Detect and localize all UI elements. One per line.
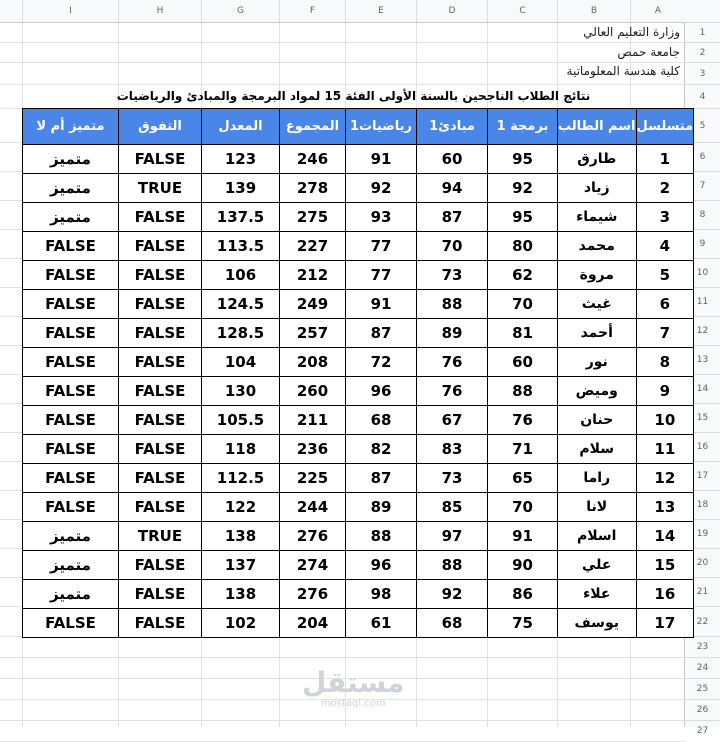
- distinguished-cell[interactable]: FALSE: [23, 464, 119, 493]
- serial-cell[interactable]: 2: [636, 174, 694, 203]
- excellence-cell[interactable]: FALSE: [119, 435, 202, 464]
- serial-cell[interactable]: 9: [636, 377, 694, 406]
- column-header-bar: [0, 0, 720, 23]
- principles-cell[interactable]: 92: [417, 580, 488, 609]
- name-cell[interactable]: نور: [558, 348, 637, 377]
- excellence-cell[interactable]: TRUE: [119, 174, 202, 203]
- header-serial[interactable]: متسلسل: [636, 109, 694, 145]
- row-header[interactable]: 16: [685, 432, 720, 461]
- ministry-text: وزارة التعليم العالي: [583, 25, 680, 39]
- table-row: [23, 145, 694, 174]
- table-row: [23, 493, 694, 522]
- principles-cell[interactable]: 89: [417, 319, 488, 348]
- serial-cell[interactable]: 10: [636, 406, 694, 435]
- table-row: [23, 290, 694, 319]
- math-cell[interactable]: 88: [346, 522, 417, 551]
- serial-cell[interactable]: 13: [636, 493, 694, 522]
- serial-cell[interactable]: 6: [636, 290, 694, 319]
- average-cell[interactable]: 124.5: [202, 290, 280, 319]
- university-text: جامعة حمص: [617, 45, 680, 59]
- name-cell[interactable]: اسلام: [558, 522, 637, 551]
- math-cell[interactable]: 61: [346, 609, 417, 638]
- programming-cell[interactable]: 81: [488, 319, 558, 348]
- distinguished-cell[interactable]: متميز: [23, 203, 119, 232]
- principles-cell[interactable]: 76: [417, 377, 488, 406]
- grid-line: [0, 720, 685, 721]
- serial-cell[interactable]: 7: [636, 319, 694, 348]
- average-cell[interactable]: 122: [202, 493, 280, 522]
- math-cell[interactable]: 96: [346, 377, 417, 406]
- row-header[interactable]: 17: [685, 461, 720, 490]
- header-student-name[interactable]: اسم الطالب: [558, 109, 637, 145]
- principles-cell[interactable]: 67: [417, 406, 488, 435]
- row-header[interactable]: 19: [685, 519, 720, 548]
- principles-cell[interactable]: 73: [417, 464, 488, 493]
- table-row: [23, 319, 694, 348]
- row-header[interactable]: 25: [685, 678, 720, 699]
- row-header[interactable]: 22: [685, 606, 720, 636]
- serial-cell[interactable]: 5: [636, 261, 694, 290]
- row-header[interactable]: 7: [685, 171, 720, 200]
- serial-cell[interactable]: 12: [636, 464, 694, 493]
- header-math[interactable]: رياضيات1: [346, 109, 417, 145]
- header-total[interactable]: المجموع: [280, 109, 346, 145]
- name-cell[interactable]: لانا: [558, 493, 637, 522]
- average-cell[interactable]: 138: [202, 522, 280, 551]
- row-header[interactable]: 15: [685, 403, 720, 432]
- row-header[interactable]: 8: [685, 200, 720, 229]
- header-average[interactable]: المعدل: [202, 109, 280, 145]
- total-cell[interactable]: 225: [280, 464, 346, 493]
- table-row: [23, 464, 694, 493]
- principles-cell[interactable]: 97: [417, 522, 488, 551]
- header-distinguished[interactable]: متميز أم لا: [23, 109, 119, 145]
- header-principles[interactable]: مبادئ1: [417, 109, 488, 145]
- row-header[interactable]: 6: [685, 142, 720, 171]
- column-header-c[interactable]: C: [487, 0, 557, 22]
- total-cell[interactable]: 212: [280, 261, 346, 290]
- distinguished-cell[interactable]: متميز: [23, 174, 119, 203]
- row-header[interactable]: 24: [685, 657, 720, 678]
- programming-cell[interactable]: 95: [488, 203, 558, 232]
- average-cell[interactable]: 105.5: [202, 406, 280, 435]
- excellence-cell[interactable]: FALSE: [119, 232, 202, 261]
- table-row: [23, 609, 694, 638]
- row-header[interactable]: 27: [685, 720, 720, 741]
- row-header[interactable]: 5: [685, 108, 720, 142]
- grid-line: [0, 62, 685, 63]
- excellence-cell[interactable]: FALSE: [119, 319, 202, 348]
- average-cell[interactable]: 112.5: [202, 464, 280, 493]
- math-cell[interactable]: 89: [346, 493, 417, 522]
- row-header[interactable]: 12: [685, 316, 720, 345]
- distinguished-cell[interactable]: FALSE: [23, 232, 119, 261]
- math-cell[interactable]: 77: [346, 232, 417, 261]
- serial-cell[interactable]: 1: [636, 145, 694, 174]
- principles-cell[interactable]: 94: [417, 174, 488, 203]
- principles-cell[interactable]: 68: [417, 609, 488, 638]
- principles-cell[interactable]: 70: [417, 232, 488, 261]
- total-cell[interactable]: 227: [280, 232, 346, 261]
- average-cell[interactable]: 118: [202, 435, 280, 464]
- row-header[interactable]: 23: [685, 636, 720, 657]
- math-cell[interactable]: 91: [346, 290, 417, 319]
- row-header[interactable]: 10: [685, 258, 720, 287]
- math-cell[interactable]: 77: [346, 261, 417, 290]
- distinguished-cell[interactable]: FALSE: [23, 377, 119, 406]
- total-cell[interactable]: 275: [280, 203, 346, 232]
- programming-cell[interactable]: 92: [488, 174, 558, 203]
- distinguished-cell[interactable]: FALSE: [23, 261, 119, 290]
- principles-cell[interactable]: 76: [417, 348, 488, 377]
- column-header-b[interactable]: B: [557, 0, 630, 22]
- distinguished-cell[interactable]: FALSE: [23, 435, 119, 464]
- programming-cell[interactable]: 76: [488, 406, 558, 435]
- watermark-logo-text: مستقل: [302, 666, 405, 699]
- table-row: [23, 261, 694, 290]
- math-cell[interactable]: 92: [346, 174, 417, 203]
- name-cell[interactable]: زياد: [558, 174, 637, 203]
- excellence-cell[interactable]: FALSE: [119, 609, 202, 638]
- average-cell[interactable]: 137: [202, 551, 280, 580]
- column-header-a[interactable]: A: [630, 0, 685, 22]
- average-cell[interactable]: 139: [202, 174, 280, 203]
- name-cell[interactable]: مروة: [558, 261, 637, 290]
- excellence-cell[interactable]: FALSE: [119, 377, 202, 406]
- average-cell[interactable]: 138: [202, 580, 280, 609]
- total-cell[interactable]: 244: [280, 493, 346, 522]
- programming-cell[interactable]: 75: [488, 609, 558, 638]
- programming-cell[interactable]: 80: [488, 232, 558, 261]
- name-cell[interactable]: سلام: [558, 435, 637, 464]
- row-header[interactable]: 14: [685, 374, 720, 403]
- distinguished-cell[interactable]: متميز: [23, 522, 119, 551]
- serial-cell[interactable]: 4: [636, 232, 694, 261]
- table-row: [23, 232, 694, 261]
- table-title: نتائج الطلاب الناجحين بالسنة الأولى الفئة 15 لمواد البرمجة والمبادئ والرياضيات: [116, 89, 591, 103]
- total-cell[interactable]: 276: [280, 522, 346, 551]
- name-cell[interactable]: علي: [558, 551, 637, 580]
- table-row: [23, 377, 694, 406]
- name-cell[interactable]: علاء: [558, 580, 637, 609]
- excellence-cell[interactable]: FALSE: [119, 290, 202, 319]
- excellence-cell[interactable]: FALSE: [119, 406, 202, 435]
- distinguished-cell[interactable]: FALSE: [23, 493, 119, 522]
- table-row: [23, 522, 694, 551]
- column-header-h[interactable]: H: [118, 0, 201, 22]
- average-cell[interactable]: 102: [202, 609, 280, 638]
- column-header-g[interactable]: G: [201, 0, 279, 22]
- principles-cell[interactable]: 83: [417, 435, 488, 464]
- total-cell[interactable]: 208: [280, 348, 346, 377]
- serial-cell[interactable]: 14: [636, 522, 694, 551]
- table-row: [23, 174, 694, 203]
- name-cell[interactable]: طارق: [558, 145, 637, 174]
- average-cell[interactable]: 123: [202, 145, 280, 174]
- distinguished-cell[interactable]: متميز: [23, 145, 119, 174]
- distinguished-cell[interactable]: FALSE: [23, 609, 119, 638]
- watermark-url: mostaql.com: [320, 698, 386, 709]
- excellence-cell[interactable]: TRUE: [119, 522, 202, 551]
- row-header[interactable]: 2: [685, 42, 720, 62]
- table-row: [23, 348, 694, 377]
- average-cell[interactable]: 106: [202, 261, 280, 290]
- row-header[interactable]: 11: [685, 287, 720, 316]
- column-header-d[interactable]: D: [416, 0, 487, 22]
- principles-cell[interactable]: 73: [417, 261, 488, 290]
- math-cell[interactable]: 87: [346, 464, 417, 493]
- row-header[interactable]: 26: [685, 699, 720, 720]
- name-cell[interactable]: حنان: [558, 406, 637, 435]
- math-cell[interactable]: 98: [346, 580, 417, 609]
- math-cell[interactable]: 68: [346, 406, 417, 435]
- total-cell[interactable]: 278: [280, 174, 346, 203]
- name-cell[interactable]: وميض: [558, 377, 637, 406]
- programming-cell[interactable]: 60: [488, 348, 558, 377]
- header-programming[interactable]: برمجة 1: [488, 109, 558, 145]
- serial-cell[interactable]: 17: [636, 609, 694, 638]
- distinguished-cell[interactable]: FALSE: [23, 290, 119, 319]
- principles-cell[interactable]: 88: [417, 551, 488, 580]
- total-cell[interactable]: 249: [280, 290, 346, 319]
- distinguished-cell[interactable]: متميز: [23, 580, 119, 609]
- distinguished-cell[interactable]: FALSE: [23, 406, 119, 435]
- row-header[interactable]: 18: [685, 490, 720, 519]
- average-cell[interactable]: 104: [202, 348, 280, 377]
- row-header[interactable]: 3: [685, 62, 720, 84]
- programming-cell[interactable]: 70: [488, 493, 558, 522]
- name-cell[interactable]: محمد: [558, 232, 637, 261]
- grid-line: [0, 657, 685, 658]
- programming-cell[interactable]: 70: [488, 290, 558, 319]
- average-cell[interactable]: 128.5: [202, 319, 280, 348]
- math-cell[interactable]: 87: [346, 319, 417, 348]
- serial-cell[interactable]: 15: [636, 551, 694, 580]
- name-cell[interactable]: شيماء: [558, 203, 637, 232]
- results-table: [22, 108, 694, 638]
- programming-cell[interactable]: 91: [488, 522, 558, 551]
- principles-cell[interactable]: 88: [417, 290, 488, 319]
- name-cell[interactable]: أحمد: [558, 319, 637, 348]
- grid-line: [0, 42, 685, 43]
- table-header-row: [23, 109, 694, 145]
- distinguished-cell[interactable]: متميز: [23, 551, 119, 580]
- math-cell[interactable]: 91: [346, 145, 417, 174]
- table-row: [23, 406, 694, 435]
- serial-cell[interactable]: 3: [636, 203, 694, 232]
- excellence-cell[interactable]: FALSE: [119, 145, 202, 174]
- total-cell[interactable]: 257: [280, 319, 346, 348]
- column-header-e[interactable]: E: [345, 0, 416, 22]
- programming-cell[interactable]: 86: [488, 580, 558, 609]
- average-cell[interactable]: 130: [202, 377, 280, 406]
- average-cell[interactable]: 137.5: [202, 203, 280, 232]
- excellence-cell[interactable]: FALSE: [119, 580, 202, 609]
- excellence-cell[interactable]: FALSE: [119, 464, 202, 493]
- column-header-i[interactable]: I: [22, 0, 118, 22]
- row-header[interactable]: 4: [685, 84, 720, 108]
- math-cell[interactable]: 82: [346, 435, 417, 464]
- programming-cell[interactable]: 90: [488, 551, 558, 580]
- serial-cell[interactable]: 16: [636, 580, 694, 609]
- total-cell[interactable]: 204: [280, 609, 346, 638]
- table-row: [23, 551, 694, 580]
- math-cell[interactable]: 72: [346, 348, 417, 377]
- row-header[interactable]: 21: [685, 577, 720, 606]
- programming-cell[interactable]: 95: [488, 145, 558, 174]
- row-header[interactable]: 20: [685, 548, 720, 577]
- name-cell[interactable]: غيث: [558, 290, 637, 319]
- total-cell[interactable]: 274: [280, 551, 346, 580]
- programming-cell[interactable]: 71: [488, 435, 558, 464]
- total-cell[interactable]: 236: [280, 435, 346, 464]
- table-row: [23, 580, 694, 609]
- excellence-cell[interactable]: FALSE: [119, 261, 202, 290]
- row-header[interactable]: 1: [685, 22, 720, 42]
- excellence-cell[interactable]: FALSE: [119, 493, 202, 522]
- column-header-f[interactable]: F: [279, 0, 345, 22]
- name-cell[interactable]: يوسف: [558, 609, 637, 638]
- total-cell[interactable]: 260: [280, 377, 346, 406]
- row-header[interactable]: 9: [685, 229, 720, 258]
- serial-cell[interactable]: 11: [636, 435, 694, 464]
- total-cell[interactable]: 211: [280, 406, 346, 435]
- excellence-cell[interactable]: FALSE: [119, 551, 202, 580]
- distinguished-cell[interactable]: FALSE: [23, 319, 119, 348]
- math-cell[interactable]: 96: [346, 551, 417, 580]
- serial-cell[interactable]: 8: [636, 348, 694, 377]
- excellence-cell[interactable]: FALSE: [119, 348, 202, 377]
- table-row: [23, 435, 694, 464]
- programming-cell[interactable]: 88: [488, 377, 558, 406]
- principles-cell[interactable]: 87: [417, 203, 488, 232]
- faculty-text: كلية هندسة المعلوماتية: [566, 64, 680, 78]
- programming-cell[interactable]: 65: [488, 464, 558, 493]
- programming-cell[interactable]: 62: [488, 261, 558, 290]
- name-cell[interactable]: راما: [558, 464, 637, 493]
- table-row: [23, 203, 694, 232]
- distinguished-cell[interactable]: FALSE: [23, 348, 119, 377]
- mostaql-watermark: [302, 668, 404, 710]
- total-cell[interactable]: 276: [280, 580, 346, 609]
- excellence-cell[interactable]: FALSE: [119, 203, 202, 232]
- principles-cell[interactable]: 85: [417, 493, 488, 522]
- math-cell[interactable]: 93: [346, 203, 417, 232]
- row-header[interactable]: 13: [685, 345, 720, 374]
- total-cell[interactable]: 246: [280, 145, 346, 174]
- header-excellence[interactable]: التفوق: [119, 109, 202, 145]
- principles-cell[interactable]: 60: [417, 145, 488, 174]
- average-cell[interactable]: 113.5: [202, 232, 280, 261]
